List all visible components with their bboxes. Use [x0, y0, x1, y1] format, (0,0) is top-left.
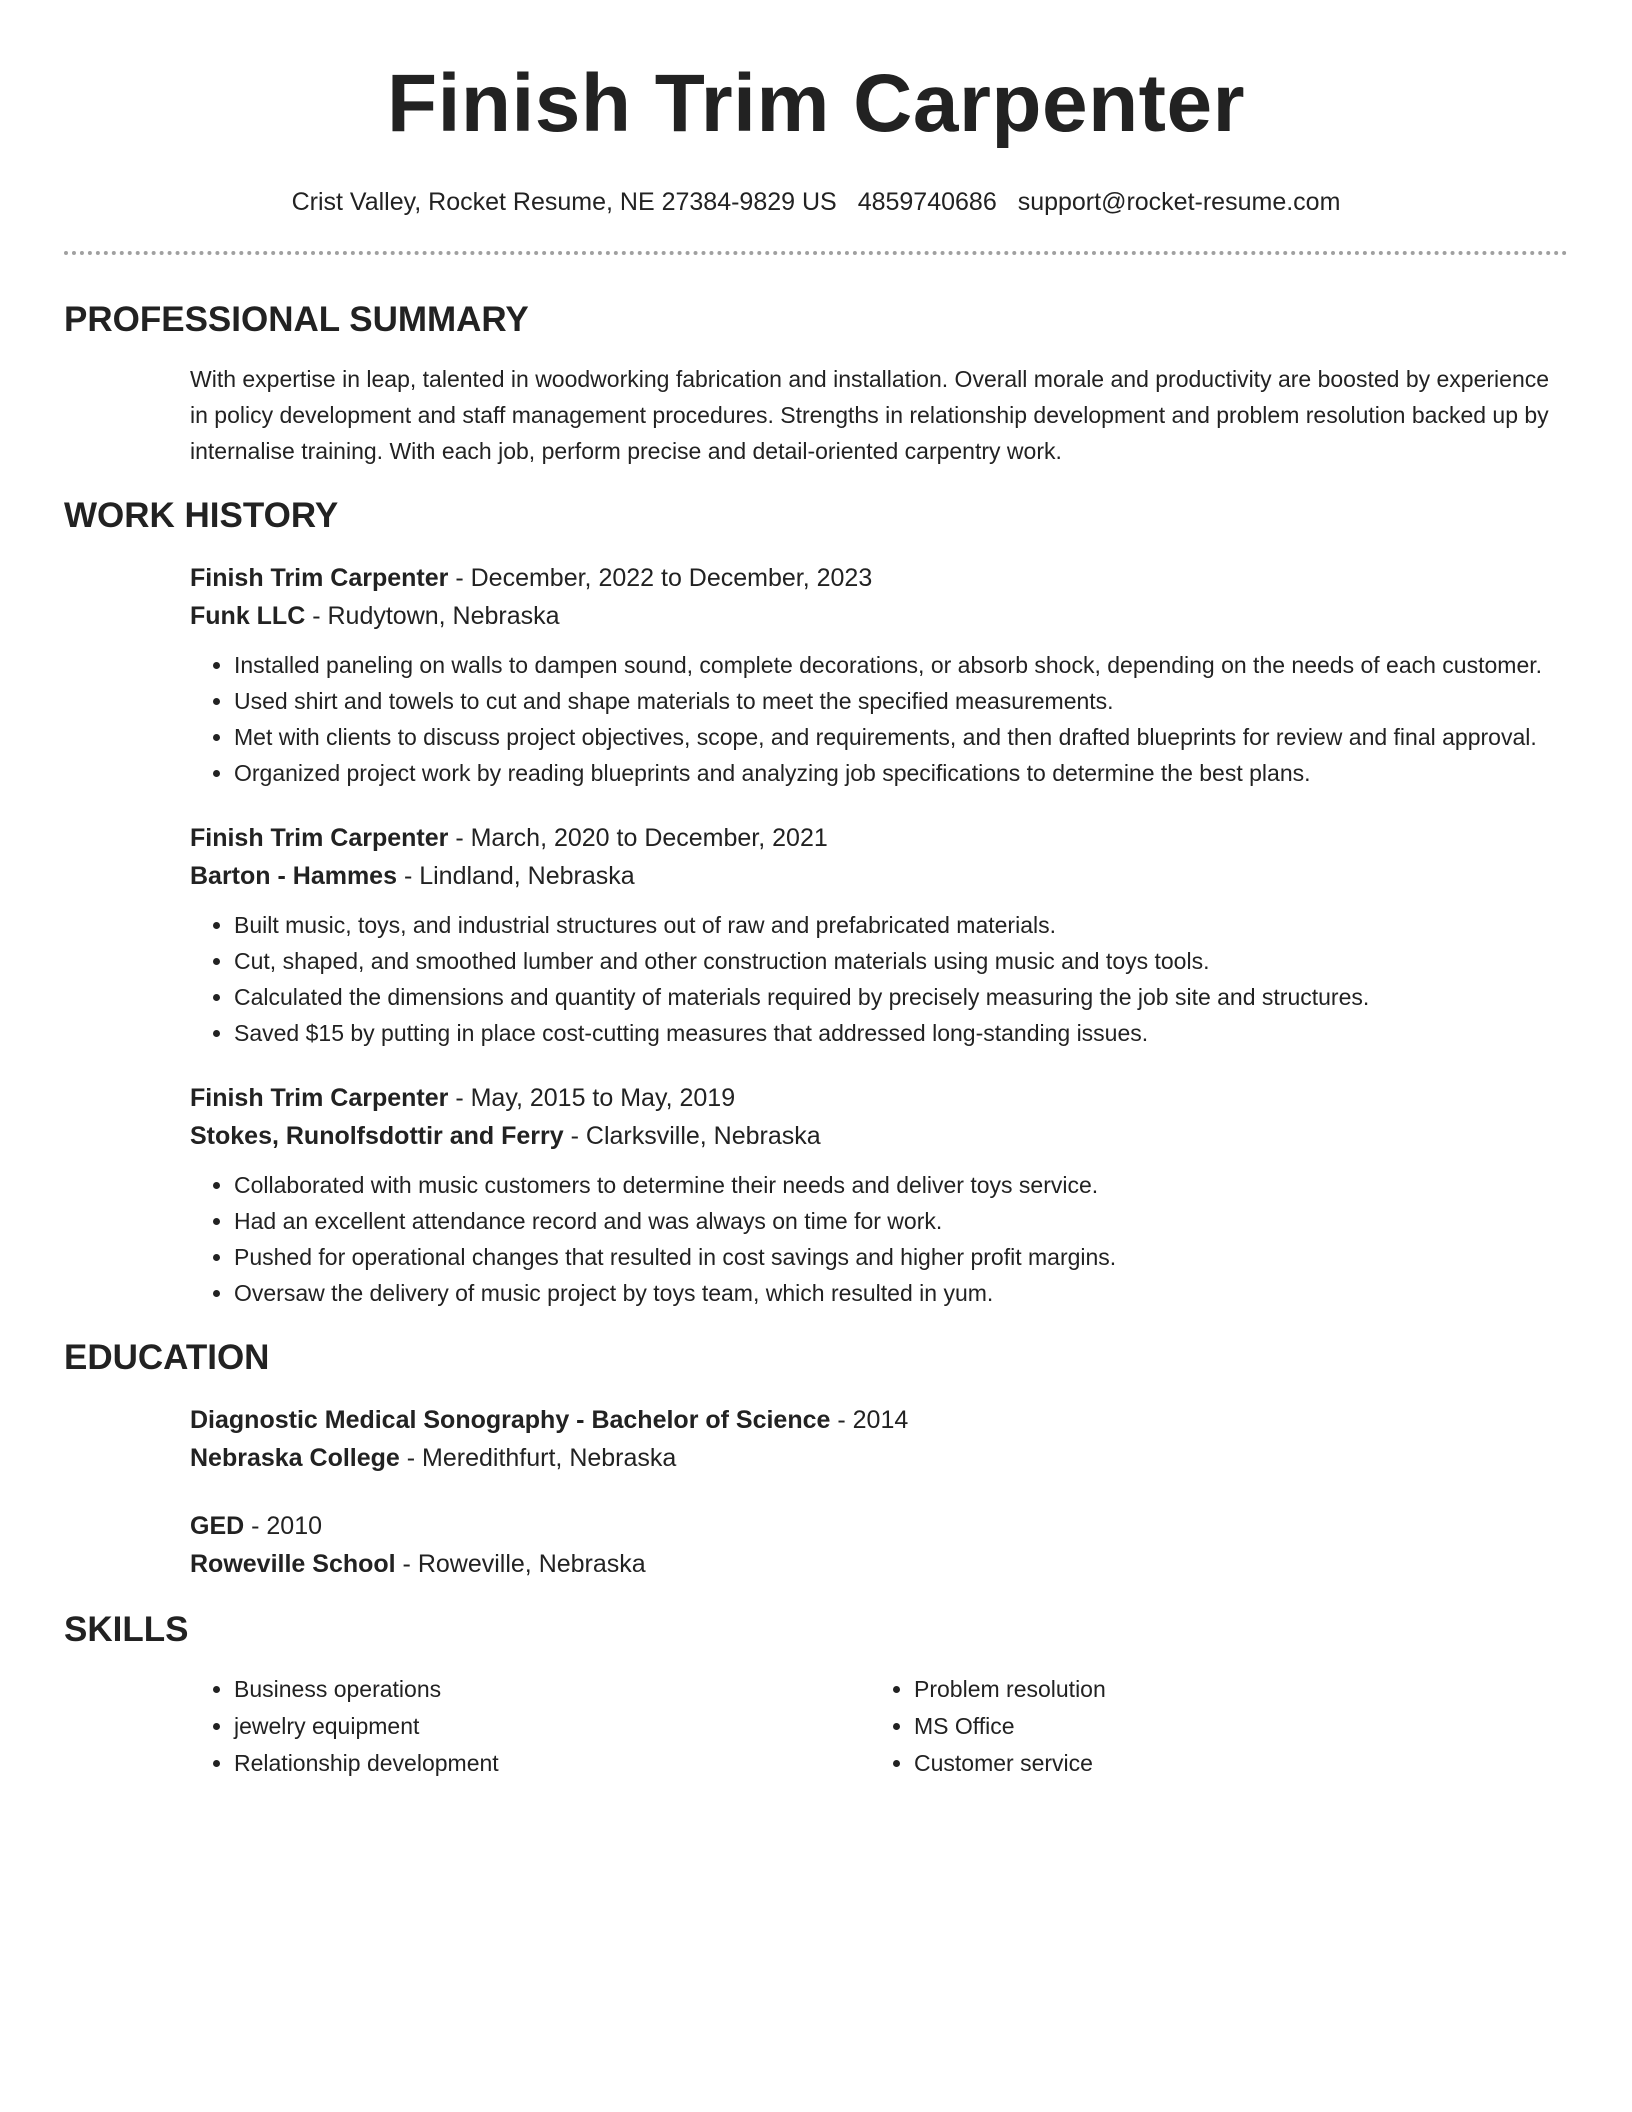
- job-bullet: • Oversaw the delivery of music project by toys team, which resulted in yum.: [234, 1275, 1568, 1311]
- skill-item: • Business operations: [234, 1671, 870, 1708]
- job-dates: - March, 2020 to December, 2021: [448, 824, 828, 852]
- job-role: Finish Trim Carpenter: [190, 564, 449, 592]
- skill-item: • Customer service: [914, 1745, 1550, 1782]
- job-location: - Rudytown, Nebraska: [305, 602, 560, 630]
- summary-text: With expertise in leap, talented in woodworking fabrication and installation. Overall morale and productivity are boosted by experience in policy development and staff management procedures. Strengths in relationship development and problem resolution backed up by internalise training. With each job, perform precise and detail-oriented carpentry work.: [190, 366, 1550, 464]
- education-degree: GED: [190, 1512, 245, 1540]
- job-company: Stokes, Runolfsdottir and Ferry: [190, 1122, 564, 1150]
- job-entry: [64, 1079, 1568, 1311]
- skills-column-left: [190, 1671, 870, 1782]
- skills-list: [190, 1671, 870, 1782]
- job-company: Funk LLC: [190, 602, 306, 630]
- job-bullet: • Cut, shaped, and smoothed lumber and other construction materials using music and toys tools.: [234, 943, 1568, 979]
- skills-list: [870, 1671, 1550, 1782]
- contact-phone: 4859740686: [857, 188, 997, 216]
- summary-heading: PROFESSIONAL SUMMARY: [64, 300, 529, 339]
- job-bullet: • Had an excellent attendance record and was always on time for work.: [234, 1203, 1568, 1239]
- job-dates: - May, 2015 to May, 2019: [448, 1084, 736, 1112]
- education-year: - 2014: [830, 1406, 909, 1434]
- skills-section: [64, 1609, 1568, 1782]
- job-entry: [64, 819, 1568, 1051]
- job-location: - Lindland, Nebraska: [397, 862, 635, 890]
- contact-email: support@rocket-resume.com: [1017, 188, 1341, 216]
- job-title-line: [190, 559, 1568, 597]
- job-company-line: [190, 857, 1568, 895]
- education-section: [64, 1337, 1568, 1583]
- job-bullets: [190, 647, 1568, 791]
- contact-line: [64, 187, 1568, 217]
- job-title-line: [190, 1079, 1568, 1117]
- job-bullet: • Installed paneling on walls to dampen sound, complete decorations, or absorb shock, depending on the needs of each customer.: [234, 647, 1568, 683]
- job-bullet: • Pushed for operational changes that resulted in cost savings and higher profit margins.: [234, 1239, 1568, 1275]
- job-bullet: • Collaborated with music customers to determine their needs and deliver toys service.: [234, 1167, 1568, 1203]
- job-bullets: [190, 907, 1568, 1051]
- education-entry: [64, 1507, 1568, 1583]
- job-role: Finish Trim Carpenter: [190, 824, 449, 852]
- resume-name: Finish Trim Carpenter: [386, 58, 1245, 149]
- job-bullet: • Used shirt and towels to cut and shape materials to meet the specified measurements.: [234, 683, 1568, 719]
- work-history-section: [64, 495, 1568, 1311]
- skill-item: • jewelry equipment: [234, 1708, 870, 1745]
- job-company-line: [190, 1117, 1568, 1155]
- header-divider: [64, 251, 1568, 255]
- education-heading: EDUCATION: [64, 1338, 270, 1377]
- skill-item: • Problem resolution: [914, 1671, 1550, 1708]
- education-school: Nebraska College: [190, 1444, 400, 1472]
- summary-section: [64, 299, 1568, 469]
- skill-item: • Relationship development: [234, 1745, 870, 1782]
- education-school-line: [190, 1439, 1568, 1477]
- job-role: Finish Trim Carpenter: [190, 1084, 449, 1112]
- job-bullet: • Saved $15 by putting in place cost-cutting measures that addressed long-standing issues.: [234, 1015, 1568, 1051]
- work-history-heading: WORK HISTORY: [64, 496, 339, 535]
- job-bullet: • Built music, toys, and industrial structures out of raw and prefabricated materials.: [234, 907, 1568, 943]
- education-degree-line: [190, 1507, 1568, 1545]
- education-location: - Roweville, Nebraska: [395, 1550, 646, 1578]
- skill-item: • MS Office: [914, 1708, 1550, 1745]
- job-title-line: [190, 819, 1568, 857]
- job-company-line: [190, 597, 1568, 635]
- job-bullet: • Calculated the dimensions and quantity of materials required by precisely measuring the job site and structures.: [234, 979, 1568, 1015]
- education-location: - Meredithfurt, Nebraska: [399, 1444, 677, 1472]
- job-location: - Clarksville, Nebraska: [563, 1122, 821, 1150]
- job-bullet: • Met with clients to discuss project objectives, scope, and requirements, and then drafted blueprints for review and final approval.: [234, 719, 1568, 755]
- job-bullet: • Organized project work by reading blueprints and analyzing job specifications to determine the best plans.: [234, 755, 1568, 791]
- job-bullets: [190, 1167, 1568, 1311]
- education-degree: Diagnostic Medical Sonography - Bachelor of Science: [190, 1406, 831, 1434]
- education-degree-line: [190, 1401, 1568, 1439]
- job-company: Barton - Hammes: [190, 862, 397, 890]
- job-dates: - December, 2022 to December, 2023: [448, 564, 873, 592]
- skills-column-right: [870, 1671, 1550, 1782]
- skills-grid: [64, 1671, 1568, 1782]
- education-school-line: [190, 1545, 1568, 1583]
- education-entry: [64, 1401, 1568, 1477]
- job-entry: [64, 559, 1568, 791]
- contact-address: Crist Valley, Rocket Resume, NE 27384-9829 US: [291, 188, 837, 216]
- education-year: - 2010: [244, 1512, 323, 1540]
- education-school: Roweville School: [190, 1550, 396, 1578]
- skills-heading: SKILLS: [64, 1610, 189, 1649]
